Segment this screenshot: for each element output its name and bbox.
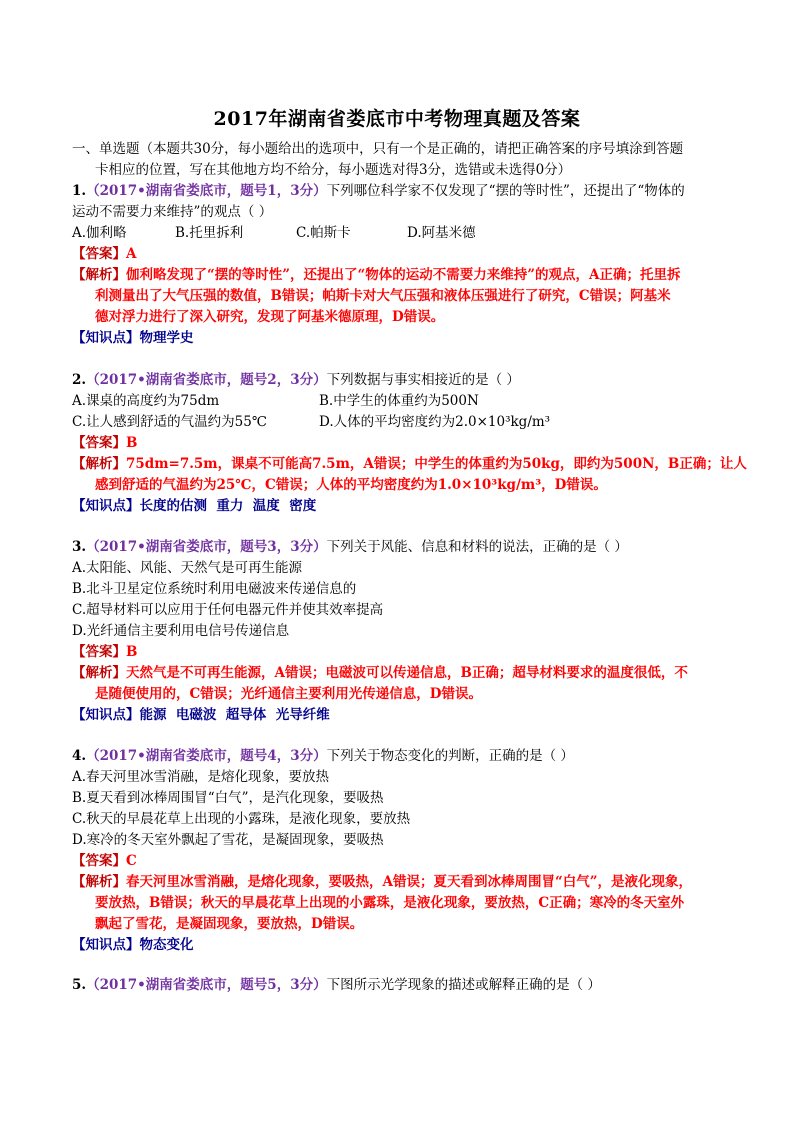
- question-2-answer: [72, 433, 137, 453]
- question-text: 下列关于物态变化的判断，正确的是（ ）: [326, 748, 574, 764]
- question-number: 3.: [72, 539, 87, 555]
- question-text: 下列关于风能、信息和材料的说法，正确的是（ ）: [326, 539, 628, 555]
- analysis-label: 【解析】: [72, 874, 126, 890]
- option-c: C.秋天的早晨花草上出现的小露珠，是液化现象，要放热: [72, 811, 411, 827]
- option-d: D.人体的平均密度约为2.0×10³kg/m³: [319, 414, 551, 430]
- question-1-answer: [72, 244, 136, 264]
- question-1-analysis-line-2: 利测量出了大气压强的数值，B错误；帕斯卡对大气压强和液体压强进行了研究，C错误；阿基米: [95, 288, 671, 304]
- knowledge-label: 【知识点】: [72, 937, 140, 953]
- option-c: C.让人感到舒适的气温约为55℃: [72, 414, 267, 430]
- option-c: C.帕斯卡: [296, 225, 351, 241]
- question-1-options: [72, 223, 476, 243]
- analysis-text: 伽利略发现了“摆的等时性”，还提出了“物体的运动不需要力来维持”的观点，A正确；托里拆: [126, 267, 681, 283]
- question-2-stem: [72, 370, 520, 390]
- question-1-stem: [72, 181, 685, 201]
- page-title: 2017年湖南省娄底市中考物理真题及答案: [213, 108, 581, 130]
- option-b: B.中学生的体重约为500N: [319, 393, 479, 409]
- option-c: C.超导材料可以应用于任何电器元件并使其效率提高: [72, 602, 384, 618]
- analysis-label: 【解析】: [72, 456, 126, 472]
- knowledge-label: 【知识点】: [72, 707, 140, 723]
- knowledge-text: 物态变化: [139, 937, 194, 953]
- question-2-analysis: [72, 454, 747, 474]
- question-4-analysis: [72, 872, 692, 892]
- option-a: A.春天河里冰雪消融，是熔化现象，要放热: [72, 769, 330, 785]
- question-2-analysis-line-2: 感到舒适的气温约为25℃，C错误；人体的平均密度约为1.0×10³kg/m³，D错误。: [95, 477, 607, 493]
- question-4-answer: [72, 851, 137, 871]
- question-3-stem: [72, 537, 628, 557]
- option-a: A.伽利略: [72, 225, 127, 241]
- option-b: B.夏天看到冰棒周围冒“白气”，是汽化现象，要吸热: [72, 790, 384, 806]
- question-text: 下图所示光学现象的描述或解释正确的是（ ）: [326, 977, 601, 993]
- section-heading-line-2: 卡相应的位置，写在其他地方均不给分，每小题选对得3分，选错或未选得0分）: [95, 162, 572, 178]
- question-2-options-row-1: [72, 391, 479, 411]
- knowledge-label: 【知识点】: [72, 330, 140, 346]
- question-number: 5.: [72, 977, 87, 993]
- question-1-analysis-line-3: 德对浮力进行了深入研究，发现了阿基米德原理，D错误。: [95, 309, 445, 325]
- question-meta: （2017•湖南省娄底市，题号3，3分）: [86, 539, 327, 555]
- answer-label: 【答案】: [72, 246, 126, 262]
- answer-value: B: [126, 435, 138, 451]
- section-heading-line-1: 一、单选题（本题共30分，每小题给出的选项中，只有一个是正确的，请把正确答案的序号填涂到答题: [72, 141, 684, 157]
- question-3-analysis-line-2: 是随便使用的，C错误；光纤通信主要利用光传递信息，D错误。: [95, 686, 482, 702]
- question-number: 4.: [72, 748, 87, 764]
- knowledge-text: 长度的估测 重力 温度 密度: [139, 498, 317, 514]
- option-b: B.托里拆利: [175, 225, 244, 241]
- answer-value: B: [126, 644, 138, 660]
- answer-label: 【答案】: [72, 853, 126, 869]
- question-3-answer: [72, 642, 137, 662]
- analysis-text: 春天河里冰雪消融，是熔化现象，要吸热，A错误；夏天看到冰棒周围冒“白气”，是液化现象，: [126, 874, 693, 890]
- option-d: D.光纤通信主要利用电信号传递信息: [72, 623, 290, 639]
- knowledge-label: 【知识点】: [72, 498, 140, 514]
- question-meta: （2017•湖南省娄底市，题号5，3分）: [86, 977, 327, 993]
- analysis-text: 75dm=7.5m，课桌不可能高7.5m，A错误；中学生的体重约为50kg，即约为500N，B正确；让人: [126, 456, 747, 472]
- question-4-stem: [72, 746, 574, 766]
- question-number: 1.: [72, 183, 87, 199]
- question-1-analysis: [72, 265, 681, 285]
- option-a: A.太阳能、风能、天然气是可再生能源: [72, 560, 303, 576]
- option-d: D.阿基米德: [407, 225, 476, 241]
- knowledge-text: 物理学史: [139, 330, 194, 346]
- question-meta: （2017•湖南省娄底市，题号2，3分）: [86, 372, 327, 388]
- question-meta: （2017•湖南省娄底市，题号4，3分）: [86, 748, 327, 764]
- answer-value: A: [126, 246, 137, 262]
- question-meta: （2017•湖南省娄底市，题号1，3分）: [86, 183, 327, 199]
- answer-label: 【答案】: [72, 435, 126, 451]
- option-d: D.寒冷的冬天室外飘起了雪花，是凝固现象，要吸热: [72, 832, 384, 848]
- question-text: 下列数据与事实相接近的是（ ）: [326, 372, 520, 388]
- question-text: 下列哪位科学家不仅发现了“摆的等时性”，还提出了“物体的: [326, 183, 685, 199]
- question-2-knowledge: [72, 496, 316, 516]
- answer-value: C: [126, 853, 137, 869]
- question-5-stem: [72, 975, 601, 995]
- question-1-knowledge: [72, 328, 194, 348]
- question-4-analysis-line-3: 飘起了雪花，是凝固现象，要放热，D错误。: [95, 916, 364, 932]
- question-4-analysis-line-2: 要放热，B错误；秋天的早晨花草上出现的小露珠，是液化现象，要放热，C正确；寒冷的冬天室外: [95, 895, 685, 911]
- question-4-knowledge: [72, 935, 194, 955]
- question-1-stem-cont: 运动不需要力来维持”的观点（ ）: [72, 204, 273, 220]
- analysis-label: 【解析】: [72, 665, 126, 681]
- knowledge-text: 能源 电磁波 超导体 光导纤维: [139, 707, 330, 723]
- question-3-analysis: [72, 663, 688, 683]
- analysis-label: 【解析】: [72, 267, 126, 283]
- question-number: 2.: [72, 372, 87, 388]
- question-3-knowledge: [72, 705, 330, 725]
- answer-label: 【答案】: [72, 644, 126, 660]
- question-2-options-row-2: [72, 412, 550, 432]
- analysis-text: 天然气是不可再生能源，A错误；电磁波可以传递信息，B正确；超导材料要求的温度很低，不: [126, 665, 688, 681]
- option-b: B.北斗卫星定位系统时利用电磁波来传递信息的: [72, 581, 357, 597]
- option-a: A.课桌的高度约为75dm: [72, 393, 220, 409]
